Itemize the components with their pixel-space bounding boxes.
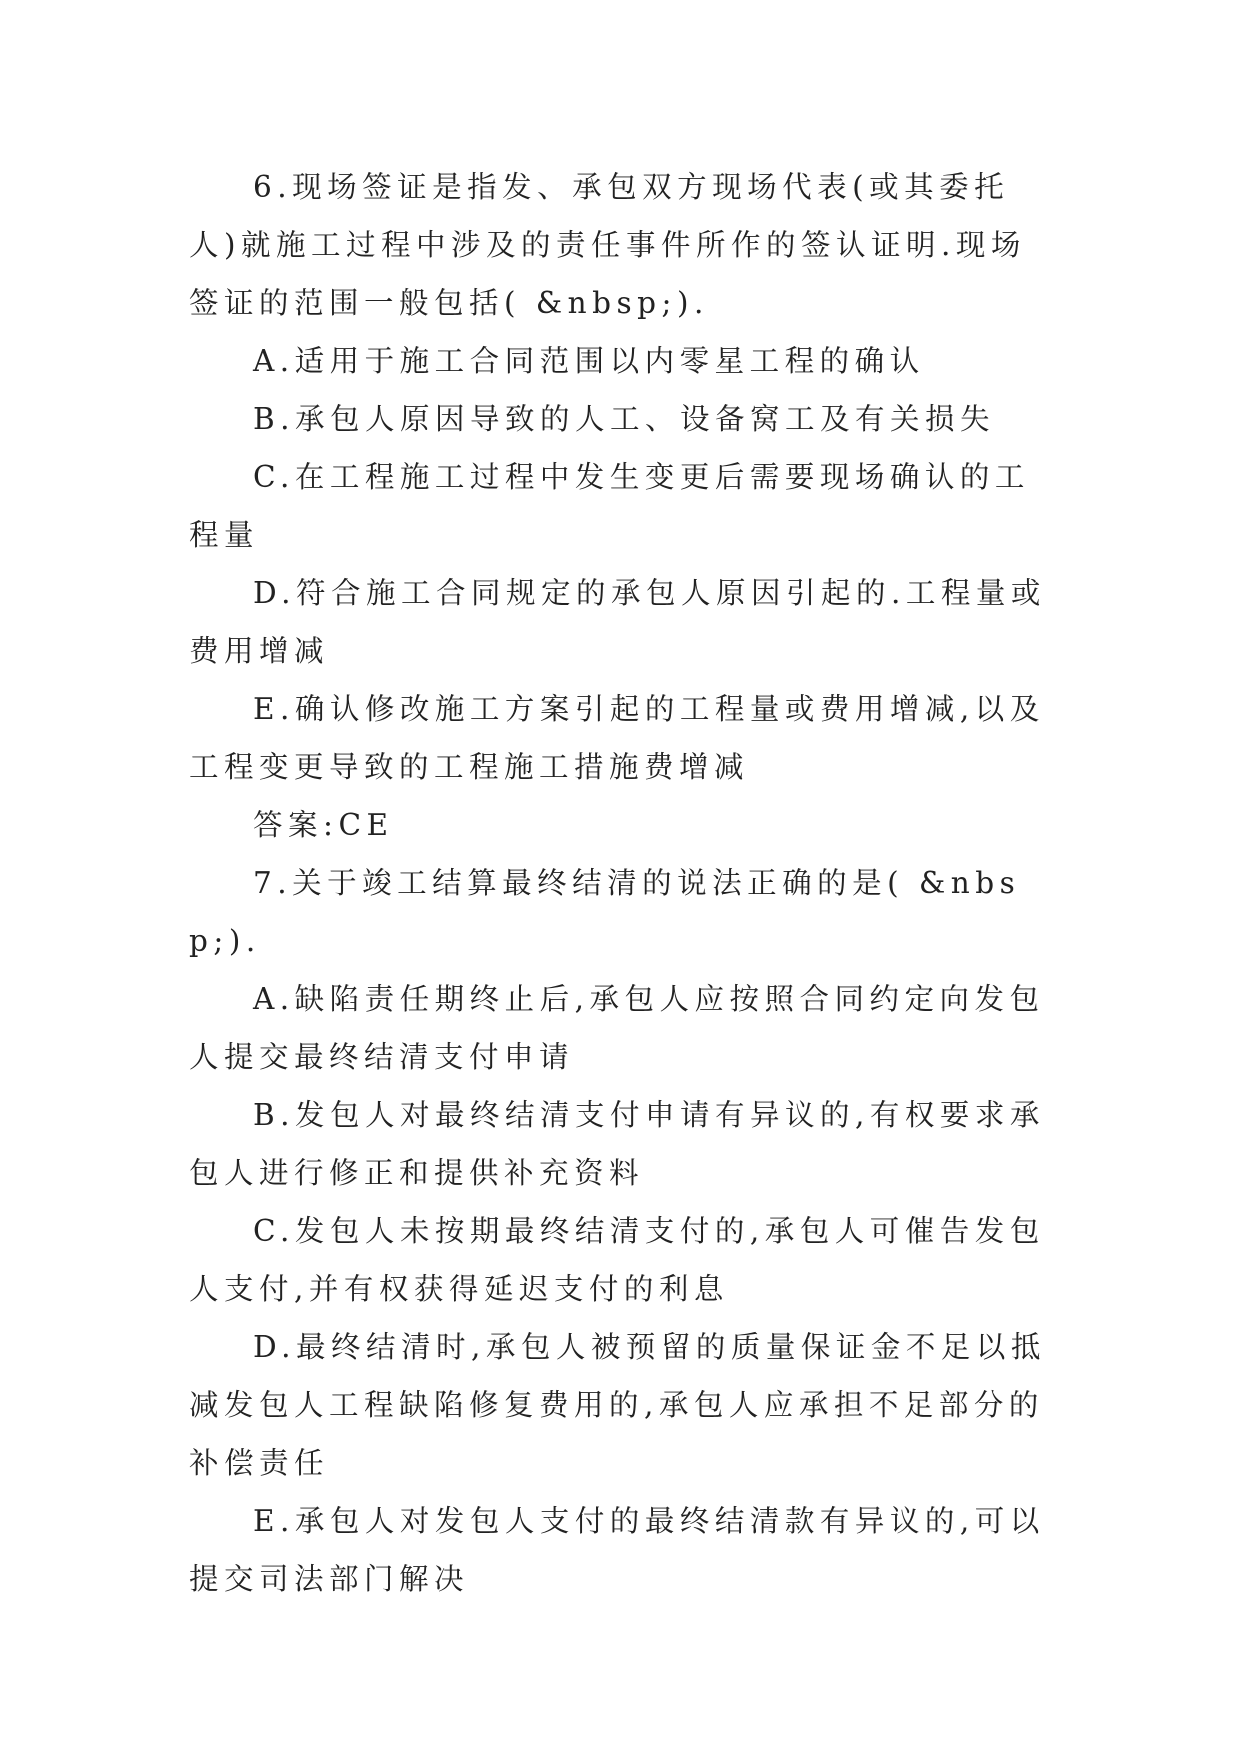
question-6-answer: 答案:CE (253, 808, 394, 842)
question-7-option-d: D.最终结清时,承包人被预留的质量保证金不足以抵减发包人工程缺陷修复费用的,承包人应承担不足部分的补偿责任 (189, 1330, 1046, 1480)
document-body (189, 158, 1051, 1608)
question-6-option-d: D.符合施工合同规定的承包人原因引起的.工程量或费用增减 (189, 576, 1046, 668)
question-7-option-b: B.发包人对最终结清支付申请有异议的,有权要求承包人进行修正和提供补充资料 (189, 1098, 1045, 1190)
question-6-option-a: A.适用于施工合同范围以内零星工程的确认 (253, 344, 925, 378)
question-7-option-c: C.发包人未按期最终结清支付的,承包人可催告发包人支付,并有权获得延迟支付的利息 (189, 1214, 1045, 1306)
question-7-stem: 7.关于竣工结算最终结清的说法正确的是( &nbsp;). (189, 866, 1021, 958)
question-7-option-e: E.承包人对发包人支付的最终结清款有异议的,可以提交司法部门解决 (189, 1504, 1045, 1596)
question-6-option-c: C.在工程施工过程中发生变更后需要现场确认的工程量 (189, 460, 1030, 552)
question-6-stem: 6.现场签证是指发、承包双方现场代表(或其委托人)就施工过程中涉及的责任事件所作的签认证明.现场签证的范围一般包括( &nbsp;). (189, 170, 1026, 320)
question-7-option-a: A.缺陷责任期终止后,承包人应按照合同约定向发包人提交最终结清支付申请 (189, 982, 1045, 1074)
question-6-option-e: E.确认修改施工方案引起的工程量或费用增减,以及工程变更导致的工程施工措施费增减 (189, 692, 1045, 784)
question-6-option-b: B.承包人原因导致的人工、设备窝工及有关损失 (253, 402, 996, 436)
